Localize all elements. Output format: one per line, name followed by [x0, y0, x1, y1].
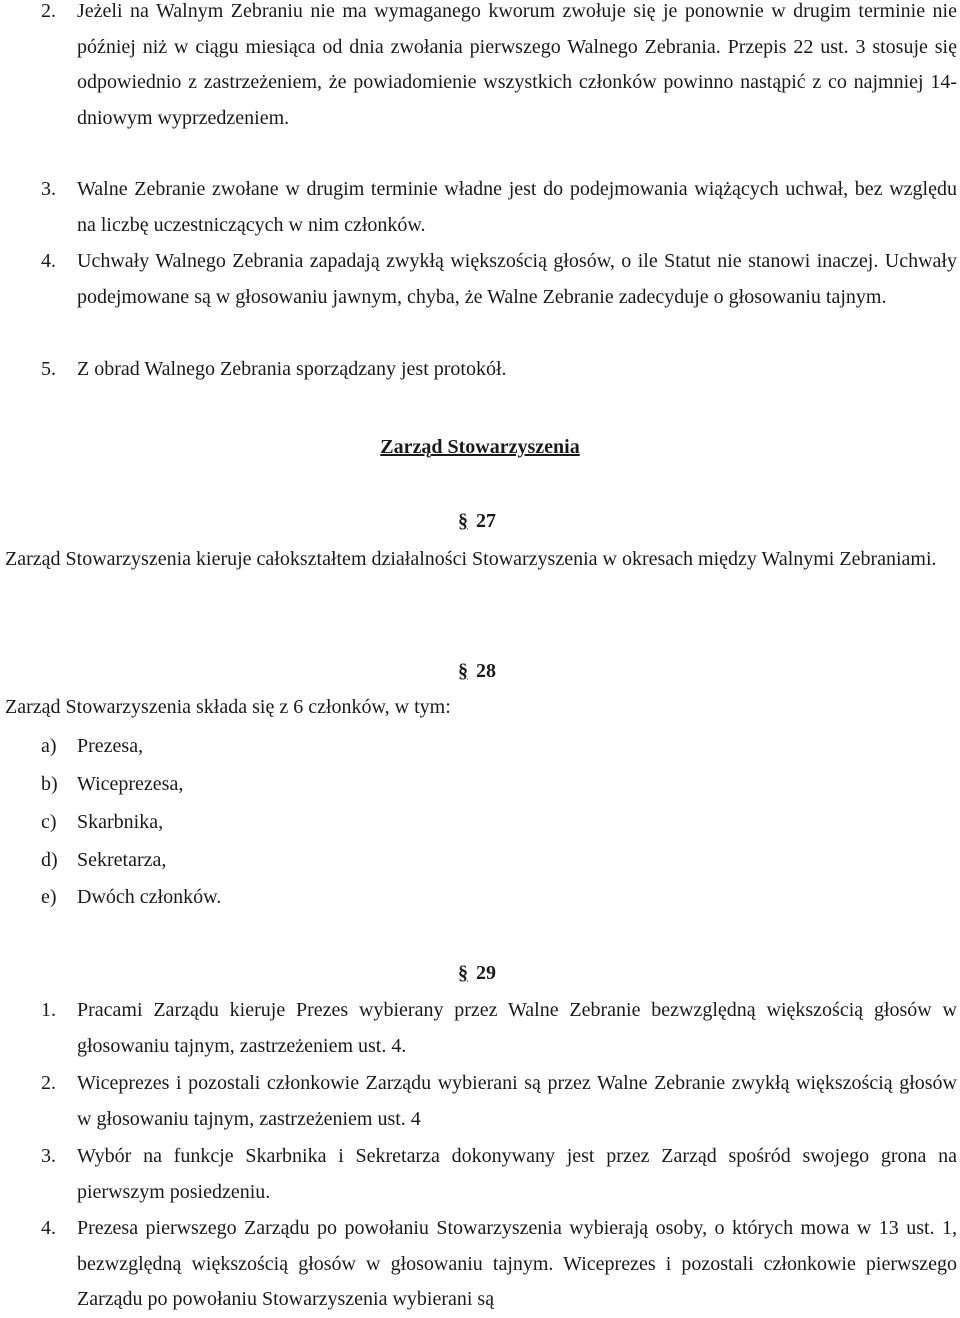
- list-text: Prezesa pierwszego Zarządu po powołaniu Stowarzyszenia wybierają osoby, o których mowa w 13 ust. 1, bezwzględną większością głosów w głosowaniu tajnym. Wiceprezes i pozostali członkowie pierwszego Zarządu po powołaniu Stowarzyszenia wybierani są: [77, 1217, 957, 1310]
- list-text: Skarbnika,: [77, 811, 164, 833]
- list-item: [41, 1066, 957, 1137]
- list-number: 2.: [41, 1072, 56, 1094]
- list-item: [41, 172, 957, 243]
- list-number: 2.: [41, 0, 56, 22]
- list-item: [41, 882, 221, 912]
- list-item: [41, 845, 166, 875]
- section-symbol: §: [458, 510, 468, 532]
- list-number: 5.: [41, 358, 56, 380]
- list-label: a): [41, 735, 57, 757]
- list-item: [41, 352, 957, 388]
- list-text: Jeżeli na Walnym Zebraniu nie ma wymaganego kworum zwołuje się je ponownie w drugim terminie nie później niż w ciągu miesiąca od dnia zwołania pierwszego Walnego Zebrania. Przepis 22 ust. 3 stosuje się odpowiednio z zastrzeżeniem, że powiadomienie wszystkich członków powinno nastąpić z co najmniej 14-dniowym wyprzedzeniem.: [77, 0, 957, 129]
- list-text: Wiceprezes i pozostali członkowie Zarządu wybierani są przez Walne Zebranie zwykłą większością głosów w głosowaniu tajnym, zastrzeżeniem ust. 4: [77, 1072, 957, 1130]
- list-text: Pracami Zarządu kieruje Prezes wybierany przez Walne Zebranie bezwzględną większością głosów w głosowaniu tajnym, zastrzeżeniem ust. 4.: [77, 999, 957, 1057]
- section-symbol: §: [458, 660, 468, 682]
- section-29-heading: [458, 958, 496, 988]
- list-text: Sekretarza,: [77, 849, 167, 871]
- list-label: b): [41, 773, 58, 795]
- list-item: [41, 993, 957, 1064]
- section-symbol: §: [458, 962, 468, 984]
- list-number: 3.: [41, 178, 56, 200]
- list-text: Uchwały Walnego Zebrania zapadają zwykłą większością głosów, o ile Statut nie stanowi inaczej. Uchwały podejmowane są w głosowaniu jawnym, chyba, że Walne Zebranie zadecyduje o głosowaniu tajnym.: [77, 250, 957, 308]
- list-text: Wybór na funkcje Skarbnika i Sekretarza dokonywany jest przez Zarząd spośród swojego grona na pierwszym posiedzeniu.: [77, 1145, 957, 1203]
- list-text: Dwóch członków.: [77, 886, 222, 908]
- list-text: Walne Zebranie zwołane w drugim terminie władne jest do podejmowania wiążących uchwał, bez względu na liczbę uczestniczących w nim członków.: [77, 178, 957, 236]
- list-number: 3.: [41, 1145, 56, 1167]
- list-label: c): [41, 811, 57, 833]
- section-28-intro: Zarząd Stowarzyszenia składa się z 6 członków, w tym:: [5, 696, 451, 718]
- list-number: 4.: [41, 250, 56, 272]
- list-text: Wiceprezesa,: [77, 773, 184, 795]
- section-27-text: Zarząd Stowarzyszenia kieruje całokształtem działalności Stowarzyszenia w okresach między Walnymi Zebraniami.: [5, 548, 937, 570]
- list-item: [41, 807, 163, 837]
- section-27-heading: [458, 506, 496, 536]
- list-number: 4.: [41, 1217, 56, 1239]
- list-item: [41, 1139, 957, 1210]
- list-label: d): [41, 849, 58, 871]
- list-number: 1.: [41, 999, 56, 1021]
- section-number: 29: [476, 962, 496, 984]
- section-28-heading: [458, 656, 496, 686]
- section-number: 27: [476, 510, 496, 532]
- list-text: Prezesa,: [77, 735, 144, 757]
- section-number: 28: [476, 660, 496, 682]
- list-item: [41, 1211, 957, 1318]
- list-item: [41, 769, 183, 799]
- list-label: e): [41, 886, 57, 908]
- list-text: Z obrad Walnego Zebrania sporządzany jest protokół.: [77, 358, 507, 380]
- list-item: [41, 244, 957, 315]
- list-item: [41, 731, 143, 761]
- list-item: [41, 0, 957, 136]
- chapter-heading: Zarząd Stowarzyszenia: [380, 436, 580, 458]
